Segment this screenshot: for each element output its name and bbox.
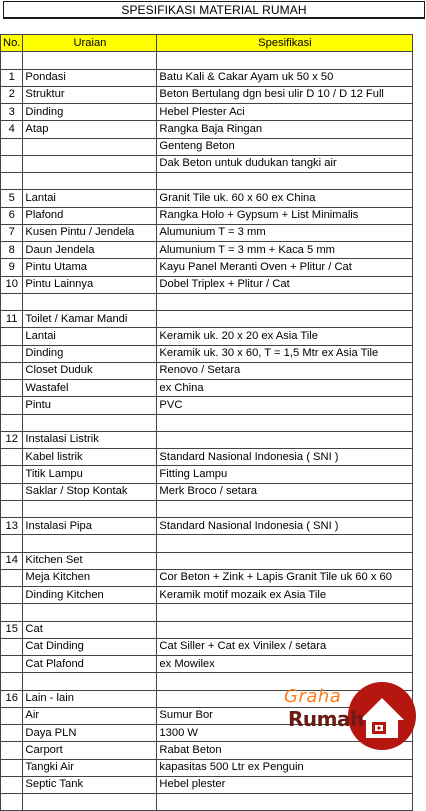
cell-uraian: Struktur — [23, 86, 157, 103]
cell-uraian: Instalasi Pipa — [23, 518, 157, 535]
cell-no — [1, 535, 23, 552]
cell-no — [1, 466, 23, 483]
cell-no — [1, 345, 23, 362]
table-row — [1, 224, 413, 241]
table-row — [1, 380, 413, 397]
cell-no — [1, 776, 23, 793]
cell-no: 9 — [1, 259, 23, 276]
cell-uraian: Pintu Lainnya — [23, 276, 157, 293]
graha-rumah-logo — [282, 676, 422, 760]
cell-no — [1, 638, 23, 655]
cell-uraian: Plafond — [23, 207, 157, 224]
table-row — [1, 483, 413, 500]
cell-no: 6 — [1, 207, 23, 224]
cell-spesifikasi: Beton Bertulang dgn besi ulir D 10 / D 12 Full — [157, 86, 413, 103]
cell-no — [1, 673, 23, 690]
header-spesifikasi: Spesifikasi — [157, 35, 413, 52]
table-row — [1, 604, 413, 621]
table-row — [1, 173, 413, 190]
cell-uraian: Dinding Kitchen — [23, 587, 157, 604]
cell-uraian: Cat — [23, 621, 157, 638]
cell-spesifikasi: Sumur Bor — [157, 707, 413, 724]
cell-no: 10 — [1, 276, 23, 293]
cell-uraian: Daun Jendela — [23, 242, 157, 259]
document-title: SPESIFIKASI MATERIAL RUMAH — [3, 1, 425, 19]
cell-spesifikasi: Keramik uk. 20 x 20 ex Asia Tile — [157, 328, 413, 345]
cell-spesifikasi: Rabat Beton — [157, 742, 413, 759]
table-row — [1, 397, 413, 414]
cell-uraian: Septic Tank — [23, 776, 157, 793]
table-row — [1, 328, 413, 345]
cell-spesifikasi: ex China — [157, 380, 413, 397]
cell-spesifikasi — [157, 173, 413, 190]
cell-uraian: Toilet / Kamar Mandi — [23, 311, 157, 328]
cell-spesifikasi: Standard Nasional Indonesia ( SNI ) — [157, 449, 413, 466]
table-row — [1, 362, 413, 379]
cell-spesifikasi: Merk Broco / setara — [157, 483, 413, 500]
cell-uraian: Pintu — [23, 397, 157, 414]
cell-spesifikasi: kapasitas 500 Ltr ex Penguin — [157, 759, 413, 776]
cell-uraian — [23, 794, 157, 811]
table-row — [1, 569, 413, 586]
cell-spesifikasi — [157, 311, 413, 328]
cell-no: 2 — [1, 86, 23, 103]
cell-uraian: Dinding — [23, 104, 157, 121]
table-row — [1, 500, 413, 517]
cell-uraian — [23, 673, 157, 690]
cell-uraian: Kabel listrik — [23, 449, 157, 466]
table-row — [1, 431, 413, 448]
table-row — [1, 86, 413, 103]
cell-spesifikasi: Dobel Triplex + Plitur / Cat — [157, 276, 413, 293]
cell-uraian: Lantai — [23, 190, 157, 207]
logo-text-rumah: Rumah — [288, 707, 364, 731]
logo-text-graha: Graha — [284, 686, 342, 707]
cell-uraian: Kusen Pintu / Jendela — [23, 224, 157, 241]
cell-no: 16 — [1, 690, 23, 707]
table-row — [1, 293, 413, 310]
table-row — [1, 207, 413, 224]
table-header-row — [1, 35, 413, 52]
cell-no: 5 — [1, 190, 23, 207]
cell-uraian: Carport — [23, 742, 157, 759]
table-row — [1, 656, 413, 673]
cell-uraian — [23, 414, 157, 431]
table-row — [1, 345, 413, 362]
cell-spesifikasi — [157, 431, 413, 448]
cell-no — [1, 362, 23, 379]
cell-no: 4 — [1, 121, 23, 138]
cell-spesifikasi — [157, 52, 413, 69]
cell-no — [1, 500, 23, 517]
table-row — [1, 535, 413, 552]
cell-spesifikasi — [157, 293, 413, 310]
cell-uraian: Tangki Air — [23, 759, 157, 776]
cell-no — [1, 569, 23, 586]
table-row — [1, 52, 413, 69]
cell-uraian — [23, 155, 157, 172]
cell-no — [1, 173, 23, 190]
cell-no: 3 — [1, 104, 23, 121]
cell-spesifikasi — [157, 552, 413, 569]
cell-no — [1, 397, 23, 414]
cell-uraian: Wastafel — [23, 380, 157, 397]
cell-no — [1, 483, 23, 500]
cell-no: 15 — [1, 621, 23, 638]
cell-spesifikasi — [157, 500, 413, 517]
cell-no — [1, 52, 23, 69]
cell-no: 12 — [1, 431, 23, 448]
cell-uraian — [23, 173, 157, 190]
cell-spesifikasi: Fitting Lampu — [157, 466, 413, 483]
cell-spesifikasi: Renovo / Setara — [157, 362, 413, 379]
cell-spesifikasi: ex Mowilex — [157, 656, 413, 673]
table-row — [1, 466, 413, 483]
cell-uraian: Dinding — [23, 345, 157, 362]
cell-uraian — [23, 138, 157, 155]
cell-uraian — [23, 52, 157, 69]
cell-no — [1, 414, 23, 431]
cell-uraian: Pintu Utama — [23, 259, 157, 276]
cell-spesifikasi: Batu Kali & Cakar Ayam uk 50 x 50 — [157, 69, 413, 86]
cell-uraian: Daya PLN — [23, 725, 157, 742]
cell-no: 14 — [1, 552, 23, 569]
cell-no: 7 — [1, 224, 23, 241]
cell-spesifikasi: 1300 W — [157, 725, 413, 742]
table-row — [1, 414, 413, 431]
cell-uraian — [23, 535, 157, 552]
table-row — [1, 104, 413, 121]
table-row — [1, 518, 413, 535]
cell-no: 13 — [1, 518, 23, 535]
cell-spesifikasi: Kayu Panel Meranti Oven + Plitur / Cat — [157, 259, 413, 276]
table-row — [1, 552, 413, 569]
cell-no: 1 — [1, 69, 23, 86]
cell-spesifikasi: Hebel plester — [157, 776, 413, 793]
cell-no — [1, 794, 23, 811]
cell-spesifikasi: Rangka Baja Ringan — [157, 121, 413, 138]
cell-uraian: Cat Plafond — [23, 656, 157, 673]
cell-no — [1, 155, 23, 172]
cell-uraian: Titik Lampu — [23, 466, 157, 483]
cell-uraian: Lain - lain — [23, 690, 157, 707]
table-row — [1, 587, 413, 604]
cell-no: 11 — [1, 311, 23, 328]
table-row — [1, 776, 413, 793]
table-row — [1, 259, 413, 276]
cell-spesifikasi: Keramik uk. 30 x 60, T = 1,5 Mtr ex Asia Tile — [157, 345, 413, 362]
cell-spesifikasi: Granit Tile uk. 60 x 60 ex China — [157, 190, 413, 207]
table-row — [1, 276, 413, 293]
cell-uraian: Kitchen Set — [23, 552, 157, 569]
cell-spesifikasi — [157, 414, 413, 431]
cell-spesifikasi: Dak Beton untuk dudukan tangki air — [157, 155, 413, 172]
table-row — [1, 190, 413, 207]
cell-uraian — [23, 293, 157, 310]
cell-spesifikasi: Alumunium T = 3 mm — [157, 224, 413, 241]
cell-uraian: Lantai — [23, 328, 157, 345]
table-row — [1, 121, 413, 138]
cell-uraian — [23, 500, 157, 517]
cell-no — [1, 380, 23, 397]
cell-no — [1, 293, 23, 310]
cell-uraian: Closet Duduk — [23, 362, 157, 379]
cell-uraian: Air — [23, 707, 157, 724]
table-row — [1, 69, 413, 86]
cell-spesifikasi: Hebel Plester Aci — [157, 104, 413, 121]
cell-uraian: Pondasi — [23, 69, 157, 86]
cell-uraian: Meja Kitchen — [23, 569, 157, 586]
cell-no — [1, 742, 23, 759]
cell-no — [1, 449, 23, 466]
cell-no — [1, 656, 23, 673]
cell-uraian — [23, 604, 157, 621]
table-row — [1, 621, 413, 638]
cell-spesifikasi: Alumunium T = 3 mm + Kaca 5 mm — [157, 242, 413, 259]
cell-no — [1, 707, 23, 724]
table-row — [1, 242, 413, 259]
cell-no: 8 — [1, 242, 23, 259]
table-row — [1, 449, 413, 466]
cell-no — [1, 587, 23, 604]
cell-no — [1, 725, 23, 742]
table-row — [1, 138, 413, 155]
cell-spesifikasi: PVC — [157, 397, 413, 414]
cell-uraian: Atap — [23, 121, 157, 138]
cell-spesifikasi: Cat Siller + Cat ex Vinilex / setara — [157, 638, 413, 655]
table-row — [1, 311, 413, 328]
cell-spesifikasi: Cor Beton + Zink + Lapis Granit Tile uk 60 x 60 — [157, 569, 413, 586]
cell-no — [1, 604, 23, 621]
cell-uraian: Cat Dinding — [23, 638, 157, 655]
header-no: No. — [1, 35, 23, 52]
header-uraian: Uraian — [23, 35, 157, 52]
cell-uraian: Instalasi Listrik — [23, 431, 157, 448]
table-row — [1, 794, 413, 811]
cell-spesifikasi: Keramik motif mozaik ex Asia Tile — [157, 587, 413, 604]
cell-spesifikasi — [157, 535, 413, 552]
cell-spesifikasi: Standard Nasional Indonesia ( SNI ) — [157, 518, 413, 535]
cell-spesifikasi — [157, 621, 413, 638]
cell-spesifikasi — [157, 604, 413, 621]
table-row — [1, 638, 413, 655]
table-row — [1, 155, 413, 172]
cell-uraian: Saklar / Stop Kontak — [23, 483, 157, 500]
cell-no — [1, 138, 23, 155]
cell-spesifikasi: Rangka Holo + Gypsum + List Minimalis — [157, 207, 413, 224]
cell-no — [1, 328, 23, 345]
cell-spesifikasi — [157, 794, 413, 811]
cell-spesifikasi: Genteng Beton — [157, 138, 413, 155]
